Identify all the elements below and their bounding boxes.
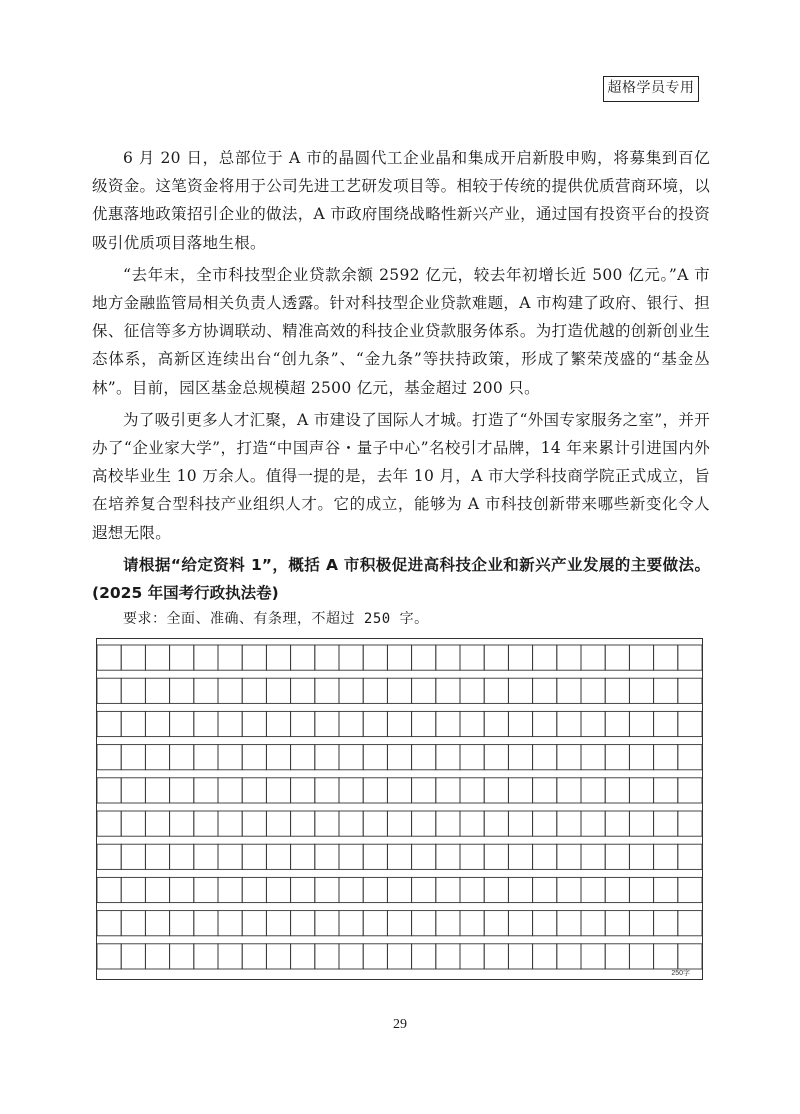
grid-cell[interactable] xyxy=(557,745,581,770)
grid-cell[interactable] xyxy=(387,745,411,770)
grid-cell[interactable] xyxy=(145,711,169,736)
grid-cell[interactable] xyxy=(170,645,194,670)
grid-cell[interactable] xyxy=(412,778,436,803)
student-only-badge: 超格学员专用 xyxy=(603,76,699,102)
grid-cell[interactable] xyxy=(242,711,266,736)
grid-cell[interactable] xyxy=(387,678,411,703)
grid-cell[interactable] xyxy=(581,745,605,770)
grid-cell[interactable] xyxy=(508,678,532,703)
grid-cell[interactable] xyxy=(363,944,387,969)
grid-cell[interactable] xyxy=(121,645,145,670)
grid-cell[interactable] xyxy=(194,911,218,936)
grid-cell[interactable] xyxy=(145,678,169,703)
grid-cell[interactable] xyxy=(533,745,557,770)
grid-row[interactable] xyxy=(97,877,702,902)
grid-cell[interactable] xyxy=(557,678,581,703)
grid-cell[interactable] xyxy=(654,844,678,869)
grid-cell[interactable] xyxy=(97,778,121,803)
grid-cell[interactable] xyxy=(339,678,363,703)
grid-cell[interactable] xyxy=(629,844,653,869)
grid-cell[interactable] xyxy=(387,811,411,836)
grid-cell[interactable] xyxy=(387,778,411,803)
grid-cell[interactable] xyxy=(629,811,653,836)
grid-cell[interactable] xyxy=(218,944,242,969)
grid-cell[interactable] xyxy=(170,778,194,803)
grid-cell[interactable] xyxy=(533,944,557,969)
grid-cell[interactable] xyxy=(484,944,508,969)
grid-cell[interactable] xyxy=(557,944,581,969)
grid-cell[interactable] xyxy=(581,811,605,836)
grid-cell[interactable] xyxy=(557,911,581,936)
grid-cell[interactable] xyxy=(170,745,194,770)
grid-cell[interactable] xyxy=(315,877,339,902)
grid-cell[interactable] xyxy=(242,844,266,869)
grid-cell[interactable] xyxy=(581,645,605,670)
grid-cell[interactable] xyxy=(605,678,629,703)
grid-cell[interactable] xyxy=(242,877,266,902)
grid-cell[interactable] xyxy=(605,645,629,670)
grid-cell[interactable] xyxy=(629,711,653,736)
grid-cell[interactable] xyxy=(121,711,145,736)
char-limit-label: 250字 xyxy=(671,970,690,977)
grid-cell[interactable] xyxy=(412,911,436,936)
grid-cell[interactable] xyxy=(266,877,290,902)
question-prompt: 请根据“给定资料 1”，概括 A 市积极促进高科技企业和新兴产业发展的主要做法。(2025 年国考行政执法卷) xyxy=(92,555,710,603)
grid-cell[interactable] xyxy=(170,678,194,703)
grid-cell[interactable] xyxy=(291,877,315,902)
grid-cell[interactable] xyxy=(581,911,605,936)
grid-cell[interactable] xyxy=(145,745,169,770)
grid-cell[interactable] xyxy=(97,678,121,703)
grid-cell[interactable] xyxy=(121,911,145,936)
grid-cell[interactable] xyxy=(266,911,290,936)
material-text xyxy=(92,144,710,607)
grid-cell[interactable] xyxy=(339,877,363,902)
grid-cell[interactable] xyxy=(266,711,290,736)
grid-cell[interactable] xyxy=(291,778,315,803)
grid-cell[interactable] xyxy=(460,778,484,803)
grid-cell[interactable] xyxy=(218,678,242,703)
grid-cell[interactable] xyxy=(436,678,460,703)
grid-cell[interactable] xyxy=(436,811,460,836)
grid-cell[interactable] xyxy=(557,877,581,902)
grid-cell[interactable] xyxy=(242,811,266,836)
grid-cell[interactable] xyxy=(387,944,411,969)
grid-cell[interactable] xyxy=(363,911,387,936)
grid-cell[interactable] xyxy=(460,645,484,670)
grid-cell[interactable] xyxy=(581,678,605,703)
grid-cell[interactable] xyxy=(678,645,702,670)
grid-cell[interactable] xyxy=(218,745,242,770)
grid-cell[interactable] xyxy=(121,745,145,770)
grid-cell[interactable] xyxy=(412,944,436,969)
grid-cell[interactable] xyxy=(266,678,290,703)
grid-cell[interactable] xyxy=(363,711,387,736)
grid-cell[interactable] xyxy=(145,844,169,869)
grid-cell[interactable] xyxy=(194,645,218,670)
grid-cell[interactable] xyxy=(363,877,387,902)
grid-cell[interactable] xyxy=(97,711,121,736)
grid-cell[interactable] xyxy=(242,944,266,969)
grid-cell[interactable] xyxy=(678,711,702,736)
grid-cell[interactable] xyxy=(436,877,460,902)
grid-cell[interactable] xyxy=(605,877,629,902)
grid-cell[interactable] xyxy=(145,811,169,836)
grid-cell[interactable] xyxy=(363,645,387,670)
grid-cell[interactable] xyxy=(484,778,508,803)
grid-cell[interactable] xyxy=(266,645,290,670)
grid-cell[interactable] xyxy=(460,911,484,936)
grid-cell[interactable] xyxy=(654,911,678,936)
grid-cell[interactable] xyxy=(97,944,121,969)
grid-cell[interactable] xyxy=(508,778,532,803)
grid-cell[interactable] xyxy=(654,778,678,803)
grid-cell[interactable] xyxy=(581,944,605,969)
grid-cell[interactable] xyxy=(508,811,532,836)
grid-row[interactable] xyxy=(97,745,702,770)
grid-cell[interactable] xyxy=(170,944,194,969)
grid-cell[interactable] xyxy=(266,778,290,803)
grid-cell[interactable] xyxy=(557,844,581,869)
grid-cell[interactable] xyxy=(315,844,339,869)
grid-cell[interactable] xyxy=(194,778,218,803)
grid-cell[interactable] xyxy=(557,778,581,803)
grid-cell[interactable] xyxy=(339,778,363,803)
grid-cell[interactable] xyxy=(194,944,218,969)
grid-cell[interactable] xyxy=(412,645,436,670)
grid-cell[interactable] xyxy=(218,778,242,803)
paragraph-2: “去年末，全市科技型企业贷款余额 2592 亿元，较去年初增长近 500 亿元。”A 市地方金融监管局相关负责人透露。针对科技型企业贷款难题，A 市构建了政府、银行、担保、征信等多方协调联动、精准高效的科技企业贷款服务体系。为打造优越的创新创业生态体系，高新区连续出台“创九条”、“金九条”等扶持政策，形成了繁荣茂盛的“基金丛林”。目前，园区基金总规模超 2500 亿元，基金超过 200 只。 xyxy=(92,265,710,397)
grid-cell[interactable] xyxy=(291,811,315,836)
grid-cell[interactable] xyxy=(654,678,678,703)
grid-cell[interactable] xyxy=(339,645,363,670)
grid-cell[interactable] xyxy=(145,944,169,969)
grid-cell[interactable] xyxy=(533,711,557,736)
grid-cell[interactable] xyxy=(436,944,460,969)
grid-cell[interactable] xyxy=(508,944,532,969)
grid-cell[interactable] xyxy=(291,711,315,736)
grid-row[interactable] xyxy=(97,711,702,736)
grid-cell[interactable] xyxy=(436,844,460,869)
grid-cell[interactable] xyxy=(121,678,145,703)
grid-cell[interactable] xyxy=(581,877,605,902)
grid-cell[interactable] xyxy=(315,678,339,703)
grid-cell[interactable] xyxy=(533,844,557,869)
answer-requirement: 要求：全面、准确、有条理，不超过 250 字。 xyxy=(123,611,429,627)
grid-cell[interactable] xyxy=(436,745,460,770)
grid-cell[interactable] xyxy=(533,678,557,703)
grid-cell[interactable] xyxy=(678,745,702,770)
grid-cell[interactable] xyxy=(460,944,484,969)
grid-cell[interactable] xyxy=(266,844,290,869)
grid-row[interactable] xyxy=(97,811,702,836)
grid-cell[interactable] xyxy=(291,645,315,670)
grid-cell[interactable] xyxy=(629,944,653,969)
grid-cell[interactable] xyxy=(145,911,169,936)
grid-cell[interactable] xyxy=(484,844,508,869)
grid-cell[interactable] xyxy=(218,911,242,936)
grid-cell[interactable] xyxy=(629,745,653,770)
grid-cell[interactable] xyxy=(339,911,363,936)
grid-cell[interactable] xyxy=(581,844,605,869)
grid-cell[interactable] xyxy=(629,678,653,703)
grid-cell[interactable] xyxy=(291,844,315,869)
grid-cell[interactable] xyxy=(315,745,339,770)
grid-cell[interactable] xyxy=(170,711,194,736)
grid-cell[interactable] xyxy=(484,711,508,736)
grid-cell[interactable] xyxy=(315,911,339,936)
grid-cell[interactable] xyxy=(315,811,339,836)
grid-cell[interactable] xyxy=(218,877,242,902)
grid-cell[interactable] xyxy=(363,778,387,803)
grid-cell[interactable] xyxy=(654,645,678,670)
grid-cell[interactable] xyxy=(508,877,532,902)
grid-cell[interactable] xyxy=(194,877,218,902)
grid-cell[interactable] xyxy=(194,811,218,836)
grid-cell[interactable] xyxy=(97,877,121,902)
grid-cell[interactable] xyxy=(339,944,363,969)
grid-cell[interactable] xyxy=(436,911,460,936)
grid-cell[interactable] xyxy=(581,711,605,736)
grid-cell[interactable] xyxy=(436,778,460,803)
grid-cell[interactable] xyxy=(266,811,290,836)
grid-cell[interactable] xyxy=(97,745,121,770)
grid-cell[interactable] xyxy=(97,645,121,670)
grid-row[interactable] xyxy=(97,778,702,803)
grid-cell[interactable] xyxy=(460,678,484,703)
grid-cell[interactable] xyxy=(605,745,629,770)
grid-cell[interactable] xyxy=(412,844,436,869)
grid-cell[interactable] xyxy=(363,844,387,869)
grid-cell[interactable] xyxy=(678,844,702,869)
grid-cell[interactable] xyxy=(629,911,653,936)
grid-cell[interactable] xyxy=(218,711,242,736)
grid-cell[interactable] xyxy=(654,877,678,902)
grid-cell[interactable] xyxy=(654,944,678,969)
grid-cell[interactable] xyxy=(242,678,266,703)
answer-grid-lines xyxy=(97,639,702,979)
grid-cell[interactable] xyxy=(412,745,436,770)
grid-cell[interactable] xyxy=(460,877,484,902)
grid-cell[interactable] xyxy=(266,745,290,770)
page-number: 29 xyxy=(393,1017,407,1032)
grid-cell[interactable] xyxy=(339,711,363,736)
grid-cell[interactable] xyxy=(460,745,484,770)
grid-cell[interactable] xyxy=(121,778,145,803)
grid-cell[interactable] xyxy=(387,911,411,936)
grid-cell[interactable] xyxy=(412,678,436,703)
grid-cell[interactable] xyxy=(363,678,387,703)
grid-cell[interactable] xyxy=(678,678,702,703)
grid-cell[interactable] xyxy=(629,778,653,803)
grid-cell[interactable] xyxy=(242,745,266,770)
grid-cell[interactable] xyxy=(387,844,411,869)
grid-cell[interactable] xyxy=(484,911,508,936)
grid-cell[interactable] xyxy=(194,844,218,869)
grid-cell[interactable] xyxy=(412,711,436,736)
grid-cell[interactable] xyxy=(605,844,629,869)
grid-cell[interactable] xyxy=(484,645,508,670)
grid-cell[interactable] xyxy=(557,811,581,836)
grid-cell[interactable] xyxy=(436,645,460,670)
grid-cell[interactable] xyxy=(97,911,121,936)
grid-cell[interactable] xyxy=(218,645,242,670)
grid-cell[interactable] xyxy=(315,711,339,736)
grid-cell[interactable] xyxy=(484,745,508,770)
grid-cell[interactable] xyxy=(557,711,581,736)
grid-cell[interactable] xyxy=(145,645,169,670)
grid-cell[interactable] xyxy=(654,811,678,836)
grid-cell[interactable] xyxy=(170,877,194,902)
grid-cell[interactable] xyxy=(194,678,218,703)
grid-cell[interactable] xyxy=(678,778,702,803)
grid-cell[interactable] xyxy=(605,944,629,969)
grid-cell[interactable] xyxy=(678,877,702,902)
grid-cell[interactable] xyxy=(145,877,169,902)
grid-cell[interactable] xyxy=(678,944,702,969)
grid-cell[interactable] xyxy=(170,844,194,869)
grid-cell[interactable] xyxy=(339,811,363,836)
grid-cell[interactable] xyxy=(629,877,653,902)
grid-cell[interactable] xyxy=(194,711,218,736)
grid-cell[interactable] xyxy=(629,645,653,670)
grid-cell[interactable] xyxy=(363,811,387,836)
grid-cell[interactable] xyxy=(484,811,508,836)
grid-cell[interactable] xyxy=(387,877,411,902)
grid-cell[interactable] xyxy=(436,711,460,736)
paragraph-3: 为了吸引更多人才汇聚，A 市建设了国际人才城。打造了“外国专家服务之室”，并开办了“企业家大学”，打造“中国声谷・量子中心”名校引才品牌，14 年来累计引进国内外高校毕业生 10 万余人。值得一提的是，去年 10 月，A 市大学科技商学院正式成立，旨在培养复合型科技产业组织人才。它的成立，能够为 A 市科技创新带来哪些新变化令人遐想无限。 xyxy=(92,410,710,542)
grid-cell[interactable] xyxy=(654,745,678,770)
grid-cell[interactable] xyxy=(315,944,339,969)
grid-cell[interactable] xyxy=(460,844,484,869)
grid-cell[interactable] xyxy=(97,811,121,836)
answer-grid[interactable] xyxy=(96,638,703,980)
grid-row[interactable] xyxy=(97,911,702,936)
grid-cell[interactable] xyxy=(484,877,508,902)
grid-row[interactable] xyxy=(97,944,702,969)
grid-cell[interactable] xyxy=(170,911,194,936)
grid-cell[interactable] xyxy=(508,844,532,869)
grid-cell[interactable] xyxy=(242,645,266,670)
grid-cell[interactable] xyxy=(412,811,436,836)
grid-cell[interactable] xyxy=(121,811,145,836)
grid-row[interactable] xyxy=(97,645,702,670)
grid-cell[interactable] xyxy=(605,911,629,936)
grid-cell[interactable] xyxy=(387,645,411,670)
grid-cell[interactable] xyxy=(533,645,557,670)
grid-cell[interactable] xyxy=(291,745,315,770)
grid-cell[interactable] xyxy=(315,645,339,670)
grid-cell[interactable] xyxy=(508,911,532,936)
grid-cell[interactable] xyxy=(121,844,145,869)
grid-cell[interactable] xyxy=(508,645,532,670)
paragraph-1: 6 月 20 日，总部位于 A 市的晶圆代工企业晶和集成开启新股申购，将募集到百亿级资金。这笔资金将用于公司先进工艺研发项目等。相较于传统的提供优质营商环境，以优惠落地政策招引企业的做法，A 市政府围绕战略性新兴产业，通过国有投资平台的投资吸引优质项目落地生根。 xyxy=(92,149,710,252)
grid-cell[interactable] xyxy=(678,911,702,936)
grid-cell[interactable] xyxy=(291,678,315,703)
grid-cell[interactable] xyxy=(557,645,581,670)
grid-row[interactable] xyxy=(97,844,702,869)
grid-cell[interactable] xyxy=(533,811,557,836)
grid-cell[interactable] xyxy=(218,844,242,869)
grid-cell[interactable] xyxy=(242,778,266,803)
grid-cell[interactable] xyxy=(339,844,363,869)
grid-row[interactable] xyxy=(97,678,702,703)
grid-cell[interactable] xyxy=(363,745,387,770)
grid-cell[interactable] xyxy=(508,711,532,736)
grid-cell[interactable] xyxy=(170,811,194,836)
grid-cell[interactable] xyxy=(678,811,702,836)
grid-cell[interactable] xyxy=(121,944,145,969)
grid-cell[interactable] xyxy=(339,745,363,770)
grid-cell[interactable] xyxy=(581,778,605,803)
grid-cell[interactable] xyxy=(605,811,629,836)
grid-cell[interactable] xyxy=(533,877,557,902)
grid-cell[interactable] xyxy=(145,778,169,803)
grid-cell[interactable] xyxy=(194,745,218,770)
grid-cell[interactable] xyxy=(121,877,145,902)
grid-cell[interactable] xyxy=(291,944,315,969)
grid-cell[interactable] xyxy=(315,778,339,803)
grid-cell[interactable] xyxy=(242,911,266,936)
grid-cell[interactable] xyxy=(412,877,436,902)
grid-cell[interactable] xyxy=(508,745,532,770)
grid-cell[interactable] xyxy=(460,811,484,836)
grid-cell[interactable] xyxy=(533,911,557,936)
grid-cell[interactable] xyxy=(533,778,557,803)
grid-cell[interactable] xyxy=(266,944,290,969)
grid-cell[interactable] xyxy=(218,811,242,836)
grid-cell[interactable] xyxy=(291,911,315,936)
grid-cell[interactable] xyxy=(97,844,121,869)
grid-cell[interactable] xyxy=(387,711,411,736)
grid-cell[interactable] xyxy=(484,678,508,703)
grid-cell[interactable] xyxy=(605,778,629,803)
grid-cell[interactable] xyxy=(605,711,629,736)
grid-cell[interactable] xyxy=(460,711,484,736)
grid-cell[interactable] xyxy=(654,711,678,736)
